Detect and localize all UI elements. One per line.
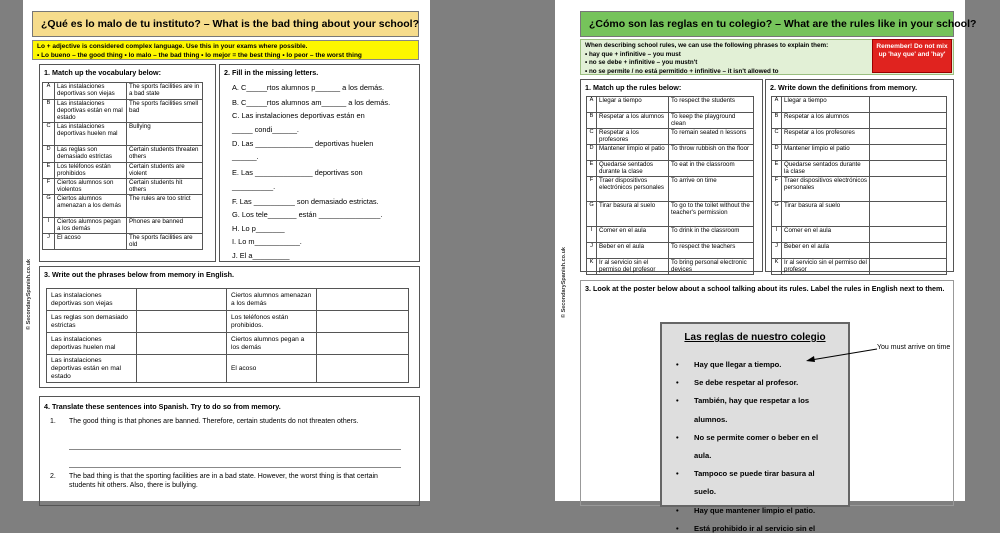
question-number: 2.	[50, 473, 56, 480]
remember-badge: Remember! Do not mix up 'hay que' and 'hay'	[872, 39, 952, 73]
copyright-side-text: © SecondarySpanish.co.uk	[26, 259, 32, 330]
fill-in-item[interactable]: F. Las __________ son demasiado estrictas.	[232, 197, 379, 206]
row-letter: E	[587, 161, 597, 177]
bullet-icon: •	[676, 432, 679, 442]
table-row	[43, 83, 203, 100]
table-row	[43, 100, 203, 123]
definition-answer-cell[interactable]	[870, 202, 947, 227]
english-rule[interactable]: To respect the students	[669, 97, 754, 113]
bullet-icon: •	[676, 360, 679, 369]
english-phrase[interactable]: Phones are banned	[127, 218, 203, 234]
row-letter: C	[772, 129, 782, 145]
spanish-rule: Comer en el aula	[782, 227, 870, 243]
english-phrase[interactable]: The sports facilities are old	[127, 234, 203, 250]
spanish-phrase: Los teléfonos están prohibidos	[55, 163, 127, 179]
note-line: • no se permite / no está permitido + infinitive – it isn't allowed to	[585, 67, 779, 75]
note-line: When describing school rules, we can use the following phrases to explain them:	[585, 42, 829, 49]
poster-rule-text: Está prohibido ir al servicio sin el	[694, 523, 816, 533]
bullet-icon: •	[676, 378, 679, 388]
spanish-rule: Llegar a tiempo	[597, 97, 669, 113]
table-row	[587, 202, 754, 227]
table-row	[43, 163, 203, 179]
english-phrase[interactable]: Bullying	[127, 123, 203, 146]
table-row	[587, 243, 754, 259]
definition-answer-cell[interactable]	[870, 97, 947, 113]
spanish-rule: Tirar basura al suelo	[782, 202, 870, 227]
row-letter: C	[587, 129, 597, 145]
english-phrase[interactable]: The sports facilities are in a bad state	[127, 83, 203, 100]
spanish-rule: Traer dispositivos electrónicos personales	[782, 177, 870, 202]
spanish-rule: Tirar basura al suelo	[597, 202, 669, 227]
spanish-rule: Mantener limpio el patio	[782, 145, 870, 161]
spanish-rule: Respetar a los profesores	[782, 129, 870, 145]
fill-in-item[interactable]: H. Lo p_______	[232, 224, 285, 233]
table-row	[587, 129, 754, 145]
definition-answer-cell[interactable]	[870, 243, 947, 259]
definition-answer-cell[interactable]	[870, 161, 947, 177]
translation-question: The bad thing is that the sporting facilities are in a bad state. However, the worst thing is that certain students hit others. Also, there is bullying.	[69, 473, 378, 489]
row-letter: I	[587, 227, 597, 243]
spanish-rule: Beber en el aula	[597, 243, 669, 259]
row-letter: G	[43, 195, 55, 218]
bullet-icon: •	[676, 505, 679, 515]
spanish-phrase: Las instalaciones deportivas huelen mal	[55, 123, 127, 146]
fill-in-item[interactable]: E. Las ______________ deportivas son	[232, 168, 363, 177]
table-row	[43, 195, 203, 218]
english-rule[interactable]: To remain seated n lessons	[669, 129, 754, 145]
row-letter: B	[43, 100, 55, 123]
spanish-rule: Respetar a los profesores	[597, 129, 669, 145]
section-definitions	[765, 79, 954, 272]
memory-table	[46, 288, 409, 383]
definition-answer-cell[interactable]	[870, 227, 947, 243]
poster-rule-text: También, hay que respetar a los	[694, 396, 810, 406]
fill-in-item[interactable]: G. Los tele_______ están _______________.	[232, 210, 383, 219]
section-translate	[39, 396, 420, 506]
row-letter: F	[43, 179, 55, 195]
translation-question: The good thing is that phones are banned. Therefore, certain students do not threaten others.	[69, 418, 359, 425]
page-title: ¿Cómo son las reglas en tu colegio? – What are the rules like in your school?	[580, 11, 954, 37]
section-title: 3. Look at the poster below about a school talking about its rules. Label the rules in English next to them.	[585, 284, 945, 293]
english-phrase[interactable]: Certain students threaten others	[127, 146, 203, 163]
table-row	[772, 161, 947, 177]
row-letter: D	[772, 145, 782, 161]
english-rule[interactable]: To eat in the classroom	[669, 161, 754, 177]
spanish-rule: Ir al servicio sin el permiso del profesor	[597, 259, 669, 275]
note-line: • Lo bueno – the good thing • lo malo – the bad thing • lo mejor = the best thing • lo peor – the worst thing	[37, 51, 362, 59]
answer-cell[interactable]	[317, 289, 409, 311]
fill-in-item[interactable]: B. C_____rtos alumnos am______ a los demás.	[232, 98, 391, 107]
section-write-from-memory	[39, 266, 420, 388]
table-row	[772, 259, 947, 275]
english-rule[interactable]: To bring personal electronic devices	[669, 259, 754, 275]
phrase-cell: Ciertos alumnos pegan a los demás	[227, 333, 317, 355]
table-row	[43, 179, 203, 195]
english-rule[interactable]: To go to the toilet without the teacher's permission	[669, 202, 754, 227]
english-rule[interactable]: To throw rubbish on the floor	[669, 145, 754, 161]
poster-rule-text: aula.	[694, 451, 712, 460]
section-title: 1. Match up the rules below:	[585, 83, 682, 92]
fill-in-item[interactable]: D. Las ______________ deportivas huelen	[232, 139, 374, 148]
phrase-cell: Ciertos alumnos amenazan a los demás	[227, 289, 317, 311]
spanish-rule: Quedarse sentados durante la clase	[597, 161, 669, 177]
table-row	[43, 146, 203, 163]
table-row	[47, 311, 409, 333]
vocabulary-table	[42, 82, 203, 250]
phrase-cell: Las reglas son demasiado estrictas	[47, 311, 137, 333]
table-row	[43, 234, 203, 250]
poster-rule-text: Hay que mantener limpio el patio.	[694, 505, 816, 515]
row-letter: G	[587, 202, 597, 227]
table-row	[772, 129, 947, 145]
spanish-rule: Llegar a tiempo	[782, 97, 870, 113]
row-letter: J	[772, 243, 782, 259]
fill-in-item[interactable]: I. Lo m___________.	[232, 237, 302, 246]
row-letter: C	[43, 123, 55, 146]
definition-answer-cell[interactable]	[870, 145, 947, 161]
spanish-phrase: Ciertos alumnos pegan a los demás	[55, 218, 127, 234]
row-letter: I	[772, 227, 782, 243]
spanish-rule: Comer en el aula	[597, 227, 669, 243]
answer-cell[interactable]	[137, 289, 227, 311]
english-rule[interactable]: To respect the teachers	[669, 243, 754, 259]
section-match-vocabulary	[39, 64, 216, 262]
phrase-cell: Los teléfonos están prohibidos.	[227, 311, 317, 333]
spanish-rule: Respetar a los alumnos	[782, 113, 870, 129]
bullet-icon: •	[676, 396, 679, 406]
worksheet-left	[23, 0, 430, 501]
poster-rule-text: suelo.	[694, 487, 716, 497]
spanish-rule: Quedarse sentados durante la clase	[782, 161, 870, 177]
row-letter: B	[772, 113, 782, 129]
section-match-rules	[580, 79, 763, 272]
table-row	[47, 355, 409, 383]
bullet-icon: •	[676, 523, 679, 533]
fill-in-item[interactable]: C. Las instalaciones deportivas están en	[232, 111, 365, 120]
english-phrase[interactable]: The rules are too strict	[127, 195, 203, 218]
poster-rule-text: Tampoco se puede tirar basura al	[694, 469, 815, 479]
fill-in-item[interactable]: ______.	[232, 152, 259, 161]
arrow-icon	[803, 346, 879, 364]
spanish-phrase: Las reglas son demasiado estrictas	[55, 146, 127, 163]
note-line: • hay que + infinitive – you must	[585, 50, 681, 58]
row-letter: A	[43, 83, 55, 100]
row-letter: B	[587, 113, 597, 129]
spanish-rule: Mantener limpio el patio	[597, 145, 669, 161]
definitions-table	[771, 96, 947, 275]
row-letter: K	[772, 259, 782, 275]
label-annotation: You must arrive on time	[877, 344, 951, 351]
grammar-note	[32, 40, 419, 60]
answer-cell[interactable]	[317, 311, 409, 333]
spanish-phrase: Las instalaciones deportivas son viejas	[55, 83, 127, 100]
note-line: Lo + adjective is considered complex language. Use this in your exams where possible.	[37, 43, 308, 50]
row-letter: F	[772, 177, 782, 202]
spanish-phrase: Las instalaciones deportivas están en mal estado	[55, 100, 127, 123]
section-title: 2. Fill in the missing letters.	[224, 68, 319, 77]
definition-answer-cell[interactable]	[870, 129, 947, 145]
row-letter: A	[772, 97, 782, 113]
answer-line[interactable]	[69, 449, 401, 450]
spanish-phrase: Ciertos alumnos son violentos	[55, 179, 127, 195]
phrase-cell: Las instalaciones deportivas son viejas	[47, 289, 137, 311]
spanish-phrase: Ciertos alumnos amenazan a los demás	[55, 195, 127, 218]
definition-answer-cell[interactable]	[870, 113, 947, 129]
copyright-side-text: © SecondarySpanish.co.uk	[561, 247, 567, 318]
table-row	[772, 202, 947, 227]
english-rule[interactable]: To drink in the classroom	[669, 227, 754, 243]
fill-in-item[interactable]: J. El a_________	[232, 251, 290, 260]
poster-rule-text: alumnos.	[694, 414, 728, 424]
table-row	[587, 97, 754, 113]
fill-in-item[interactable]: A. C_____rtos alumnos p______ a los demás.	[232, 83, 385, 92]
page-title: ¿Qué es lo malo de tu instituto? – What is the bad thing about your school?	[32, 11, 419, 37]
table-row	[772, 243, 947, 259]
table-row	[47, 333, 409, 355]
row-letter: E	[772, 161, 782, 177]
row-letter: D	[587, 145, 597, 161]
row-letter: E	[43, 163, 55, 179]
english-phrase[interactable]: Certain students hit others	[127, 179, 203, 195]
spanish-phrase: El acoso	[55, 234, 127, 250]
phrase-cell: El acoso	[227, 355, 317, 383]
spanish-rule: Respetar a los alumnos	[597, 113, 669, 129]
table-row	[587, 113, 754, 129]
section-title: 1. Match up the vocabulary below:	[44, 68, 162, 77]
fill-in-item[interactable]: __________.	[232, 182, 276, 191]
section-title: 4. Translate these sentences into Spanish. Try to do so from memory.	[44, 402, 281, 411]
english-phrase[interactable]: The sports facilities smell bad	[127, 100, 203, 123]
poster-rule-text: Se debe respetar al profesor.	[694, 378, 799, 388]
definition-answer-cell[interactable]	[870, 259, 947, 275]
table-row	[587, 227, 754, 243]
english-rule[interactable]: To arrive on time	[669, 177, 754, 202]
answer-cell[interactable]	[137, 355, 227, 383]
row-letter: I	[43, 218, 55, 234]
answer-cell[interactable]	[137, 333, 227, 355]
section-title: 3. Write out the phrases below from memory in English.	[44, 270, 234, 279]
rules-table	[586, 96, 754, 275]
row-letter: J	[587, 243, 597, 259]
table-row	[772, 145, 947, 161]
phrase-cell: Las instalaciones deportivas huelen mal	[47, 333, 137, 355]
table-row	[47, 289, 409, 311]
spanish-rule: Beber en el aula	[782, 243, 870, 259]
phrase-cell: Las instalaciones deportivas están en mal estado	[47, 355, 137, 383]
spanish-rule: Traer dispositivos electrónicos personales	[597, 177, 669, 202]
bullet-icon: •	[676, 469, 679, 479]
definition-answer-cell[interactable]	[870, 177, 947, 202]
row-letter: A	[587, 97, 597, 113]
english-rule[interactable]: To keep the playground clean	[669, 113, 754, 129]
table-row	[772, 227, 947, 243]
answer-line[interactable]	[69, 467, 401, 468]
section-fill-missing-letters	[219, 64, 420, 262]
english-phrase[interactable]: Certain students are violent	[127, 163, 203, 179]
row-letter: D	[43, 146, 55, 163]
poster-rule-text: No se permite comer o beber en el	[694, 432, 819, 442]
fill-in-item[interactable]: _____ condi______.	[232, 125, 299, 134]
table-row	[43, 123, 203, 146]
table-row	[772, 113, 947, 129]
table-row	[587, 161, 754, 177]
poster-rule-text: Hay que llegar a tiempo.	[694, 360, 782, 369]
question-number: 1.	[50, 418, 56, 425]
table-row	[772, 97, 947, 113]
poster-title: Las reglas de nuestro colegio	[684, 332, 826, 343]
table-row	[587, 259, 754, 275]
spanish-rule: Ir al servicio sin el permiso del profesor	[782, 259, 870, 275]
row-letter: G	[772, 202, 782, 227]
row-letter: J	[43, 234, 55, 250]
row-letter: K	[587, 259, 597, 275]
row-letter: F	[587, 177, 597, 202]
answer-cell[interactable]	[317, 355, 409, 383]
answer-cell[interactable]	[137, 311, 227, 333]
note-line: • no se debe + infinitive – you mustn't	[585, 59, 698, 67]
section-title: 2. Write down the definitions from memory.	[770, 83, 918, 92]
table-row	[587, 177, 754, 202]
worksheet-right	[555, 0, 977, 533]
table-row	[772, 177, 947, 202]
answer-cell[interactable]	[317, 333, 409, 355]
table-row	[43, 218, 203, 234]
table-row	[587, 145, 754, 161]
